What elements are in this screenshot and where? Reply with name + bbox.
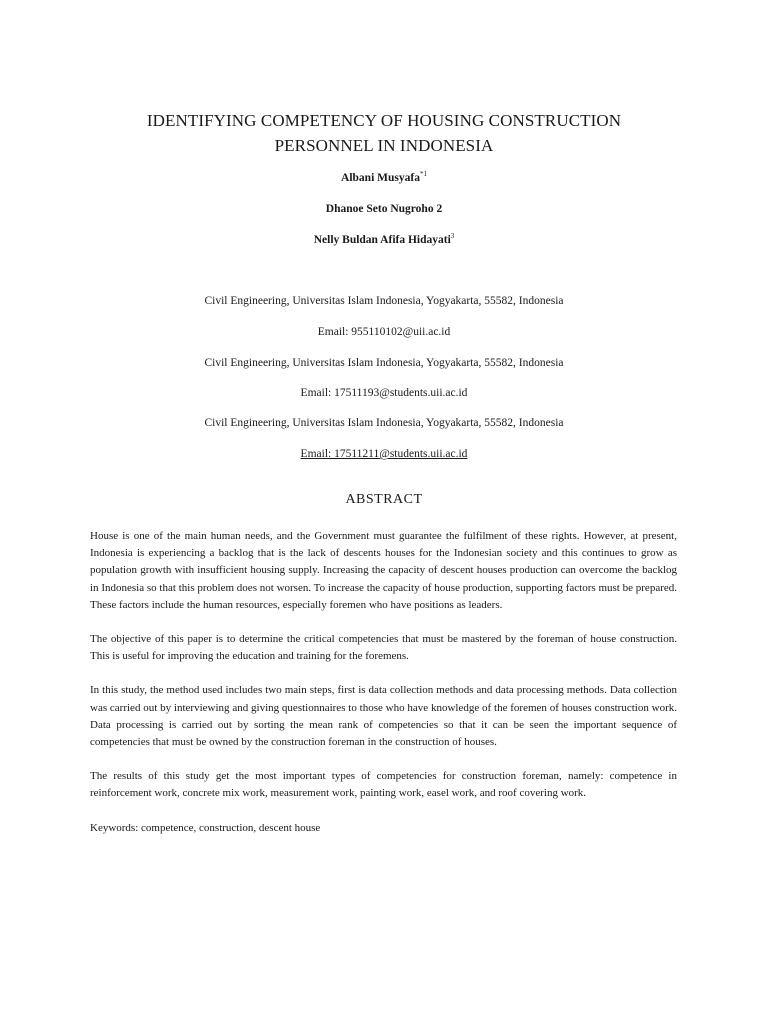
keywords: Keywords: competence, construction, descent house [90, 821, 321, 834]
author-name: Nelly Buldan Afifa Hidayati [313, 234, 451, 246]
author-mark: *1 [419, 170, 427, 179]
title-line-1: IDENTIFYING COMPETENCY OF HOUSING CONSTRUCTION [146, 111, 622, 130]
title-line-2: PERSONNEL IN INDONESIA [274, 136, 494, 155]
author-mark: 3 [450, 232, 455, 241]
paper-title [90, 108, 678, 158]
affiliation-1: Civil Engineering, Universitas Islam Indonesia, Yogyakarta, 55582, Indonesia [204, 295, 564, 307]
author-1 [90, 172, 678, 184]
author-name: Dhanoe Seto Nugroho 2 [325, 203, 443, 215]
email-3 [90, 448, 678, 460]
affiliation-2: Civil Engineering, Universitas Islam Indonesia, Yogyakarta, 55582, Indonesia [204, 357, 564, 369]
abstract-paragraph-4: The results of this study get the most important types of competencies for construction foreman, namely: competence in reinforcement work, concrete mix work, measurement work, painting work, easel work, and roof covering work. [90, 770, 677, 800]
author-3 [90, 234, 678, 246]
abstract-heading: ABSTRACT [345, 492, 423, 507]
abstract-paragraph-2: The objective of this paper is to determine the critical competencies that must be mastered by the foreman of house construction. This is useful for improving the education and training for the foremens. [90, 633, 677, 663]
email-1: Email: 955110102@uii.ac.id [317, 326, 451, 338]
abstract-paragraph-1: House is one of the main human needs, and the Government must guarantee the fulfilment of these rights. However, at present, Indonesia is experiencing a backlog that is the lack of descents houses for the Indonesian society and this continues to grow as population growth with insufficient housing supply. Increasing the capacity of descent houses production can overcome the backlog in Indonesia so that this problem does not worsen. To increase the capacity of house production, supporting factors must be prepared. These factors include the human resources, especially foremen who have positions as leaders. [90, 530, 677, 611]
email-2: Email: 17511193@students.uii.ac.id [300, 387, 468, 399]
author-2 [90, 203, 678, 215]
email-3-text: Email: 17511211@students.uii.ac.id [300, 448, 468, 460]
author-name: Albani Musyafa [341, 172, 420, 184]
abstract-paragraph-3: In this study, the method used includes two main steps, first is data collection methods and data processing methods. Data collection was carried out by interviewing and giving questionnaires to those who have knowledge of the foremen of houses construction work. Data processing is carried out by sorting the mean rank of competencies so that it can be seen the important sequence of competencies that must be owned by the construction foreman in the construction of houses. [90, 684, 677, 749]
abstract-body [90, 528, 677, 837]
affiliation-3: Civil Engineering, Universitas Islam Indonesia, Yogyakarta, 55582, Indonesia [204, 417, 564, 429]
